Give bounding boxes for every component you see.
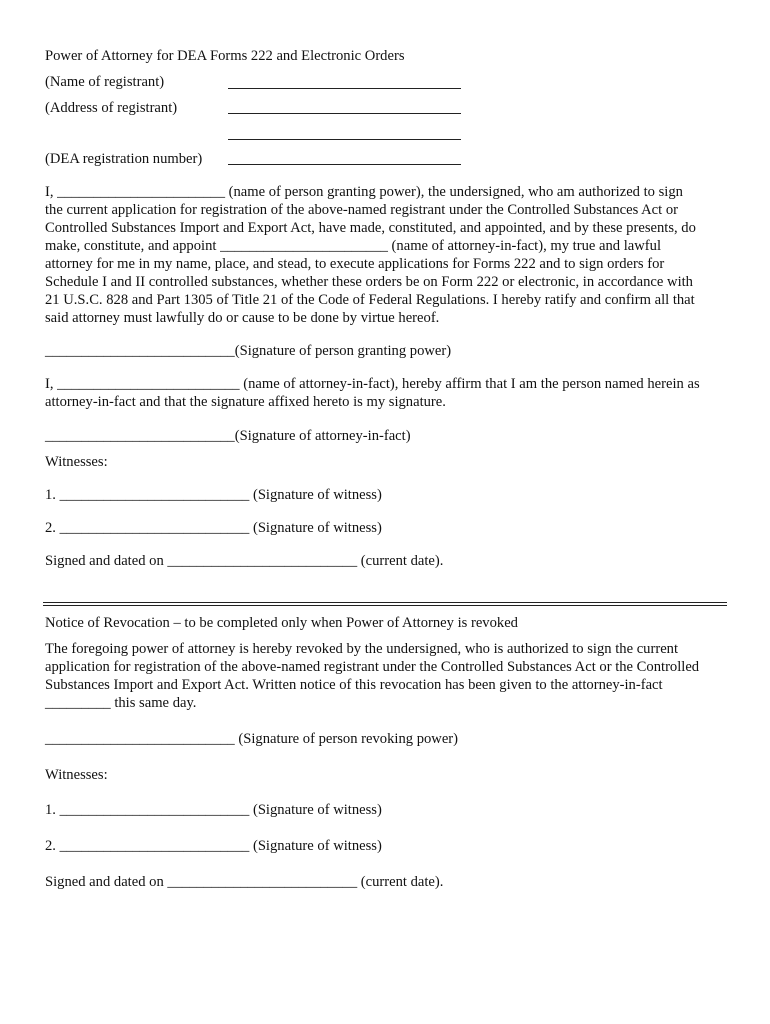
witness-2-signature[interactable]: 2. __________________________ (Signature of witness) xyxy=(45,520,382,536)
affirm-paragraph-line: I, _________________________ (name of attorney-in-fact), hereby affirm that I am the person named herein as xyxy=(45,376,700,392)
signed-dated-line[interactable]: Signed and dated on __________________________ (current date). xyxy=(45,553,444,569)
grant-paragraph-line: make, constitute, and appoint _______________________ (name of attorney-in-fact), my true and lawful xyxy=(45,238,662,254)
section-divider-bottom xyxy=(43,605,727,606)
grant-paragraph-line: attorney for me in my name, place, and stead, to execute applications for Forms 222 and to sign orders for xyxy=(45,256,665,272)
revocation-paragraph-line: Substances Import and Export Act. Written notice of this revocation has been given to the attorney-in-fact xyxy=(45,677,663,693)
grant-paragraph-line: Schedule I and II controlled substances, whether these orders be on Form 222 or electronic, in accordance with xyxy=(45,274,693,290)
grant-paragraph-line: 21 U.S.C. 828 and Part 1305 of Title 21 of the Code of Federal Regulations. I hereby ratify and confirm all that xyxy=(45,292,695,308)
section-divider-top xyxy=(43,602,727,603)
witness-1-signature[interactable]: 1. __________________________ (Signature of witness) xyxy=(45,487,382,503)
registrant-name-line[interactable] xyxy=(228,88,461,89)
grant-paragraph xyxy=(45,183,725,327)
affirm-paragraph xyxy=(45,375,725,411)
revocation-witness-2-signature[interactable]: 2. __________________________ (Signature of witness) xyxy=(45,838,382,854)
revocation-witnesses-label: Witnesses: xyxy=(45,767,108,783)
affirm-paragraph-line: attorney-in-fact and that the signature affixed hereto is my signature. xyxy=(45,394,446,410)
revocation-witness-1-signature[interactable]: 1. __________________________ (Signature of witness) xyxy=(45,802,382,818)
grantor-signature-line[interactable]: __________________________(Signature of person granting power) xyxy=(45,343,452,359)
document-title: Power of Attorney for DEA Forms 222 and Electronic Orders xyxy=(45,48,405,64)
registrant-address-line-2[interactable] xyxy=(228,139,461,140)
grant-paragraph-line: I, _______________________ (name of person granting power), the undersigned, who am authorized to sign xyxy=(45,184,683,200)
revocation-signed-dated-line[interactable]: Signed and dated on __________________________ (current date). xyxy=(45,874,444,890)
grant-paragraph-line: Controlled Substances Import and Export Act, have made, constituted, and appointed, and by these presents, do xyxy=(45,220,696,236)
revocation-paragraph xyxy=(45,640,725,712)
revocation-title: Notice of Revocation – to be completed only when Power of Attorney is revoked xyxy=(45,615,518,631)
registrant-address-label: (Address of registrant) xyxy=(45,100,178,116)
grant-paragraph-line: said attorney must lawfully do or cause to be done by virtue hereof. xyxy=(45,310,440,326)
revocation-paragraph-line: The foregoing power of attorney is hereby revoked by the undersigned, who is authorized to sign the current xyxy=(45,641,679,657)
dea-number-line[interactable] xyxy=(228,164,461,165)
registrant-name-label: (Name of registrant) xyxy=(45,74,165,90)
attorney-signature-line[interactable]: __________________________(Signature of attorney-in-fact) xyxy=(45,428,411,444)
revoker-signature-line[interactable]: __________________________ (Signature of person revoking power) xyxy=(45,731,459,747)
revocation-paragraph-line: application for registration of the above-named registrant under the Controlled Substances Act or the Controlled xyxy=(45,659,700,675)
witnesses-label: Witnesses: xyxy=(45,454,108,470)
revocation-paragraph-line: _________ this same day. xyxy=(45,695,197,711)
dea-number-label: (DEA registration number) xyxy=(45,151,203,167)
grant-paragraph-line: the current application for registration of the above-named registrant under the Controlled Substances Act or xyxy=(45,202,679,218)
registrant-address-line-1[interactable] xyxy=(228,113,461,114)
